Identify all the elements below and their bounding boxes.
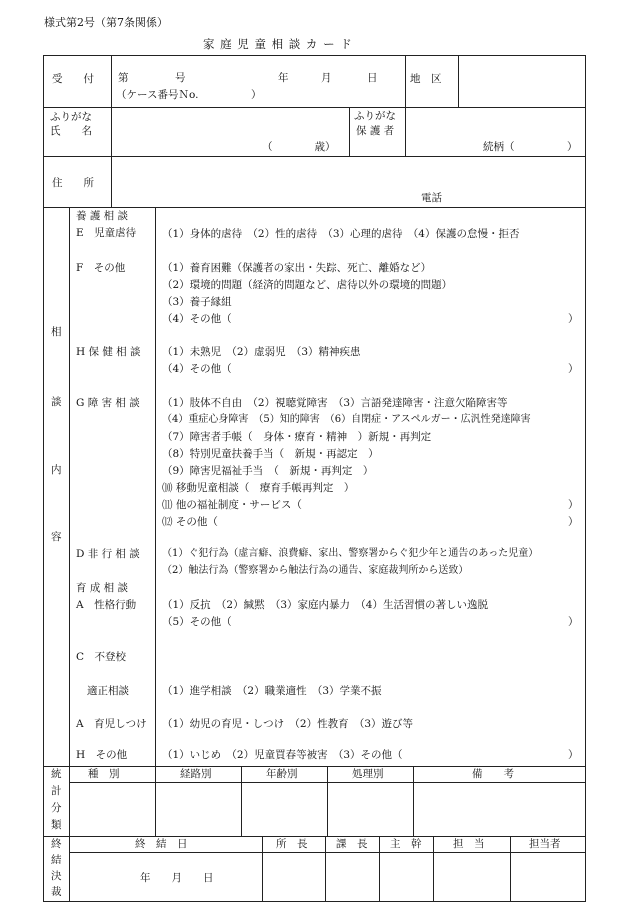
rule: [405, 107, 406, 156]
closure-header-director: 所 長: [276, 838, 308, 850]
stat-age-field[interactable]: [243, 784, 326, 835]
reception-number-field[interactable]: [126, 60, 174, 86]
rule: [43, 207, 586, 208]
childrearing-items: （1）幼児の育児・しつけ （2）性教育 （3）遊び等: [162, 718, 414, 730]
stat-type-field[interactable]: [71, 784, 154, 835]
reception-number-suffix: 号: [175, 72, 186, 84]
rule: [349, 107, 350, 156]
protection-other-item: （4）その他（: [162, 313, 232, 325]
closure-header-date: 終 結 日: [135, 838, 188, 850]
in-charge-seal-field[interactable]: [435, 854, 509, 900]
disability-item: ⑾ 他の福祉制度・サービス（: [162, 499, 302, 511]
closure-header-section-chief: 課 長: [336, 838, 368, 850]
abuse-label: E 児童虐待: [76, 227, 137, 239]
chief-seal-field[interactable]: [381, 854, 432, 900]
behavior-label: A 性格行動: [76, 599, 137, 611]
protection-other-item: （2）環境的問題（経済的問題など、虐待以外の環境的問題）: [162, 279, 453, 291]
name-label: 氏 名: [50, 125, 92, 137]
disability-item: （8）特別児童扶養手当（ 新規・再認定 ）: [162, 448, 379, 460]
closure-label-1: 終: [51, 838, 62, 850]
disability-item: （1）肢体不自由 （2）視聴覚障害 （3）言語発達障害・注意欠陥障害等: [162, 397, 508, 409]
statistics-label-4: 類: [51, 819, 62, 831]
reception-month: 月: [321, 72, 332, 84]
stat-remarks-field[interactable]: [415, 784, 585, 835]
reception-number-prefix: 第: [118, 72, 129, 84]
district-field[interactable]: [460, 57, 584, 105]
rule: [262, 836, 263, 902]
stat-header-remarks: 備 考: [472, 768, 514, 780]
rule: [413, 766, 414, 836]
health-item: （1）未熟児 （2）虚弱児 （3）精神疾患: [162, 346, 361, 358]
stat-header-type: 種 別: [88, 768, 120, 780]
rule: [510, 836, 511, 902]
address-label: 住 所: [52, 177, 94, 189]
stat-handling-field[interactable]: [329, 784, 412, 835]
statistics-label-2: 計: [51, 785, 62, 797]
reception-day: 日: [367, 72, 378, 84]
statistics-label-1: 統: [51, 768, 62, 780]
rule: [327, 766, 328, 836]
close-paren: ）: [568, 313, 579, 325]
person-in-charge-seal-field[interactable]: [512, 854, 585, 900]
director-seal-field[interactable]: [264, 854, 324, 900]
rule: [43, 107, 586, 108]
development-other-items: （1）いじめ （2）児童買春等被害 （3）その他（: [162, 749, 403, 761]
childrearing-label: A 育児しつけ: [76, 718, 147, 730]
disability-item: （4）重症心身障害 （5）知的障害 （6）自閉症・アスペルガー・広汎性発達障害: [162, 414, 531, 425]
reception-year: 年: [278, 72, 289, 84]
page-title: 家 庭 児 童 相 談 カ ー ド: [203, 37, 353, 51]
close-paren: ）: [568, 363, 579, 375]
rule: [69, 207, 70, 902]
delinquency-item: （1）ぐ犯行為（虚言癖、浪費癖、家出、警察署からぐ犯少年と通告のあった児童）: [162, 548, 539, 559]
stat-header-age: 年齢別: [266, 768, 298, 780]
disability-item: （9）障害児福祉手当 （ 新規・再判定 ）: [162, 465, 374, 477]
health-item: （4）その他（: [162, 363, 232, 375]
closure-label-3: 決: [51, 870, 62, 882]
age-field: （ 歳）: [262, 141, 336, 153]
rule: [241, 766, 242, 836]
content-label-1: 相: [51, 326, 62, 338]
close-paren: ）: [568, 749, 579, 761]
form-number-label: 様式第2号（第7条関係）: [44, 16, 168, 29]
rule: [43, 766, 586, 767]
guardian-furigana-label: ふりがな: [354, 110, 396, 122]
district-label: 地 区: [410, 73, 442, 85]
closure-header-in-charge: 担 当: [453, 838, 485, 850]
health-label: H 保 健 相 談: [76, 346, 141, 358]
development-heading: 育 成 相 談: [76, 582, 129, 594]
name-furigana-label: ふりがな: [50, 111, 92, 123]
closure-label-4: 裁: [51, 886, 62, 898]
rule: [379, 836, 380, 902]
relationship-field: 続柄（ ）: [483, 141, 578, 153]
address-field[interactable]: [113, 158, 584, 205]
reception-label: 受 付: [52, 73, 94, 85]
protection-heading: 養 護 相 談: [76, 210, 129, 222]
rule: [155, 766, 156, 836]
closure-label-2: 結: [51, 854, 62, 866]
close-paren: ）: [568, 499, 579, 511]
aptitude-label: 適正相談: [87, 685, 129, 697]
rule: [405, 55, 406, 107]
disability-label: G 障 害 相 談: [76, 397, 140, 409]
rule: [43, 836, 586, 837]
truancy-label: C 不登校: [76, 651, 127, 663]
stat-header-route: 経路別: [180, 768, 212, 780]
delinquency-label: D 非 行 相 談: [76, 548, 140, 560]
abuse-items: （1）身体的虐待 （2）性的虐待 （3）心理的虐待 （4）保護の怠慢・拒否: [162, 228, 520, 240]
statistics-label-3: 分: [51, 802, 62, 814]
rule: [43, 156, 586, 157]
delinquency-item: （2）触法行為（警察署から触法行為の通告、家庭裁判所から送致）: [162, 565, 469, 576]
behavior-item: （1）反抗 （2）緘黙 （3）家庭内暴力 （4）生活習慣の著しい逸脱: [162, 599, 488, 611]
rule: [155, 207, 156, 766]
rule: [458, 55, 459, 107]
phone-label: 電話: [421, 192, 442, 204]
section-chief-seal-field[interactable]: [327, 854, 378, 900]
protection-other-label: F その他: [76, 262, 126, 274]
protection-other-item: （3）養子縁組: [162, 296, 232, 308]
stat-header-handling: 処理別: [352, 768, 384, 780]
behavior-item: （5）その他（: [162, 616, 232, 628]
content-label-3: 内: [51, 464, 62, 476]
disability-item: ⑽ 移動児童相談（ 療育手帳再判定 ）: [162, 482, 355, 494]
guardian-label: 保 護 者: [356, 125, 395, 137]
close-paren: ）: [568, 516, 579, 528]
development-other-label: H その他: [76, 749, 128, 761]
rule: [111, 55, 112, 207]
stat-route-field[interactable]: [157, 784, 240, 835]
content-label-4: 容: [51, 531, 62, 543]
case-number: （ケース番号Ｎo. ）: [116, 89, 262, 101]
aptitude-items: （1）進学相談 （2）職業適性 （3）学業不振: [162, 685, 382, 697]
rule: [433, 836, 434, 902]
content-label-2: 談: [51, 396, 62, 408]
closure-date: 年 月 日: [140, 872, 214, 884]
rule: [69, 852, 586, 853]
protection-other-item: （1）養育困難（保護者の家出・失踪、死亡、離婚など）: [162, 262, 432, 274]
closure-header-person-in-charge: 担当者: [529, 838, 561, 850]
closure-header-chief: 主 幹: [390, 838, 422, 850]
close-paren: ）: [568, 616, 579, 628]
disability-item: ⑿ その他（: [162, 516, 218, 528]
disability-item: （7）障害者手帳（ 身体・療育・精神 ）新規・再判定: [162, 431, 432, 443]
rule: [325, 836, 326, 902]
